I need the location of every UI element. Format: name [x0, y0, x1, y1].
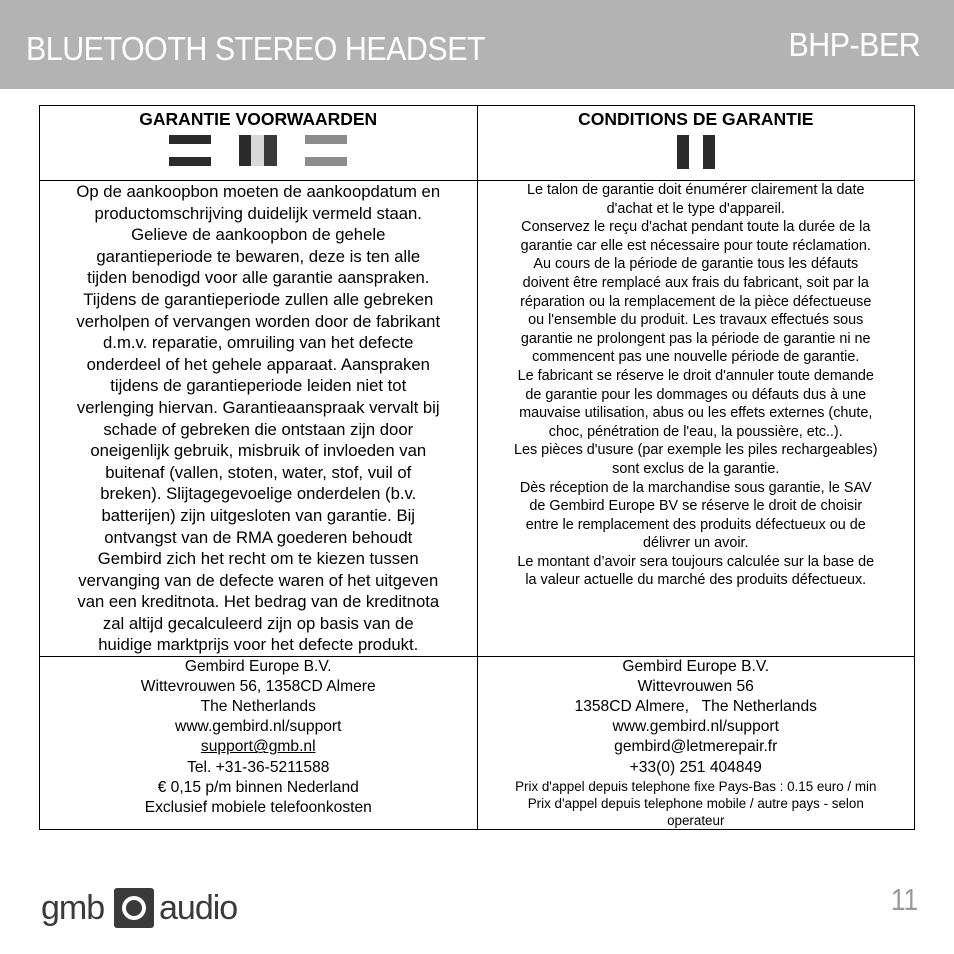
logo-text-audio: audio: [159, 889, 238, 927]
fr-body-line: de Gembird Europe BV se réserve le droit de choisir: [529, 498, 863, 515]
fr-body-line: Dès réception de la marchandise sous garantie, le SAV: [519, 479, 872, 496]
nl-phone: Tel. +31-36-5211588: [187, 758, 330, 776]
nl-body-line: vervanging van de defecte waren of het uitgeven: [78, 570, 439, 590]
fr-body-line: commencent pas une nouvelle période de garantie.: [532, 349, 860, 366]
nl-body-line: productomschrijving duidelijk vermeld staan.: [94, 203, 422, 223]
nl-rate: € 0,15 p/m binnen Nederland: [157, 778, 359, 796]
nl-address: Wittevrouwen 56, 1358CD Almere: [140, 678, 376, 696]
nl-body-line: batterijen) zijn uitgesloten van garantie. Bij: [101, 505, 416, 525]
logo-ring-inner-icon: [126, 900, 142, 916]
body-row: [40, 181, 915, 657]
page-number: 11: [890, 882, 918, 917]
nl-body-line: Gembird zich het recht om te kiezen tussen: [97, 549, 419, 569]
fr-website-link[interactable]: www.gembird.nl/support: [612, 718, 779, 736]
nl-heading: GARANTIE VOORWAARDEN: [139, 109, 378, 129]
logo-text-gmb: gmb: [41, 889, 105, 927]
nl-body-line: onderdeel of het gehele apparaat. Aanspraken: [86, 354, 430, 374]
nl-body-line: d.m.v. reparatie, omruiling van het defecte: [103, 333, 414, 353]
fr-mobile-rate: Prix d'appel depuis telephone mobile / autre pays - selon: [527, 795, 864, 811]
fr-body: [477, 181, 915, 657]
fr-body-line: Les pièces d'usure (par exemple les piles rechargeables): [513, 442, 878, 459]
belgium-flag-icon: [239, 135, 277, 166]
fr-fixed-rate: Prix d'appel depuis telephone fixe Pays-Bas : 0.15 euro / min: [515, 778, 877, 794]
nl-heading-cell: [40, 106, 478, 181]
nl-body-line: van een kreditnota. Het bedrag van de kreditnota: [77, 592, 440, 612]
nl-body-line: breken). Slijtagegevoelige onderdelen (b.v.: [100, 484, 417, 504]
page-header: [0, 0, 954, 89]
nl-body-line: Tijdens de garantieperiode zullen alle gebreken: [83, 289, 434, 309]
nl-body-line: oneigenlijk gebruik, misbruik of invloeden van: [90, 441, 427, 461]
fr-mobile-rate-cont: operateur: [667, 812, 725, 828]
fr-body-line: Conservez le reçu d'achat pendant toute la durée de la: [521, 219, 871, 236]
nl-body-line: Gelieve de aankoopbon de gehele: [131, 225, 386, 245]
fr-street: Wittevrouwen 56: [637, 678, 754, 696]
fr-contact: [477, 657, 915, 830]
fr-body-line: garantie car elle est nécessaire pour toute réclamation.: [520, 237, 871, 254]
nl-mobile-note: Exclusief mobiele telefoonkosten: [144, 798, 372, 816]
luxembourg-flag-icon: [305, 135, 347, 166]
header-model: BHP-BER: [788, 26, 920, 63]
fr-body-line: d'achat et le type d'appareil.: [606, 200, 785, 217]
nl-body-line: verlenging hiervan. Garantieaanspraak vervalt bij: [76, 397, 440, 417]
netherlands-flag-icon: [169, 135, 211, 166]
warranty-table: [39, 105, 915, 830]
nl-country: The Netherlands: [200, 698, 316, 716]
fr-email-link[interactable]: gembird@letmerepair.fr: [614, 738, 778, 756]
nl-body-line: zal altijd gecalculeerd zijn op basis van de: [102, 613, 414, 633]
fr-heading-cell: [477, 106, 915, 181]
heading-row: [40, 106, 915, 181]
nl-body-line: tijden benodigd voor alle garantie aanspraken.: [87, 268, 430, 288]
fr-body-line: choc, pénétration de l'eau, la poussière, etc..).: [548, 423, 843, 440]
fr-body-line: doivent être remplacé aux frais du fabricant, soit par la: [522, 274, 869, 291]
nl-company: Gembird Europe B.V.: [184, 658, 332, 676]
nl-body-line: ontvangst van de RMA goederen behoudt: [104, 527, 413, 547]
france-flag-icon: [677, 135, 715, 169]
contact-row: [40, 657, 915, 830]
fr-body-line: mauvaise utilisation, abus ou les effets externes (chute,: [519, 405, 873, 422]
fr-body-line: Au cours de la période de garantie tous les défauts: [533, 256, 859, 273]
nl-body-line: garantieperiode te bewaren, deze is ten alle: [96, 246, 421, 266]
fr-body-line: Le montant d’avoir sera toujours calculée sur la base de: [517, 553, 875, 570]
nl-body-line: verholpen of vervangen worden door de fabrikant: [76, 311, 441, 331]
fr-body-line: entre le remplacement des produits défectueux ou de: [525, 516, 866, 533]
nl-flags: [40, 135, 477, 166]
nl-body-line: huidige marktprijs voor het defecte produkt.: [98, 635, 419, 655]
fr-flags: [478, 135, 915, 169]
fr-body-line: délivrer un avoir.: [642, 535, 749, 552]
nl-website-link[interactable]: www.gembird.nl/support: [175, 718, 342, 736]
fr-company: Gembird Europe B.V.: [622, 658, 770, 676]
fr-body-line: garantie ne prolongent pas la période de garantie ni ne: [520, 330, 871, 347]
nl-body: [40, 181, 478, 657]
fr-body-line: réparation ou la remplacement de la pièce défectueuse: [520, 293, 872, 310]
fr-body-line: ou l'ensemble du produit. Les travaux effectués sous: [528, 312, 864, 329]
fr-body-line: sont exclus de la garantie.: [612, 460, 780, 477]
nl-body-line: Op de aankoopbon moeten de aankoopdatum en: [76, 182, 441, 201]
nl-body-line: buitenaf (vallen, stoten, water, stof, vuil of: [105, 462, 412, 482]
fr-city-country: 1358CD Almere, The Netherlands: [574, 698, 817, 716]
fr-body-line: Le fabricant se réserve le droit d'annuler toute demande: [517, 367, 874, 384]
nl-contact: [40, 657, 478, 830]
header-title: BLUETOOTH STEREO HEADSET: [26, 30, 486, 67]
fr-phone: +33(0) 251 404849: [629, 758, 762, 776]
nl-body-line: schade of gebreken die ontstaan zijn door: [103, 419, 414, 439]
gmb-audio-logo: [41, 886, 251, 930]
fr-body-line: de garantie pour les dommages ou défauts dus à une: [525, 386, 867, 403]
fr-heading: CONDITIONS DE GARANTIE: [578, 109, 814, 129]
nl-body-line: tijdens de garantieperiode leiden niet tot: [110, 376, 407, 396]
fr-body-line: Le talon de garantie doit énumérer clairement la date: [526, 182, 865, 198]
nl-email-link[interactable]: support@gmb.nl: [200, 738, 316, 756]
fr-body-line: la valeur actuelle du marché des produits défectueux.: [525, 572, 867, 589]
